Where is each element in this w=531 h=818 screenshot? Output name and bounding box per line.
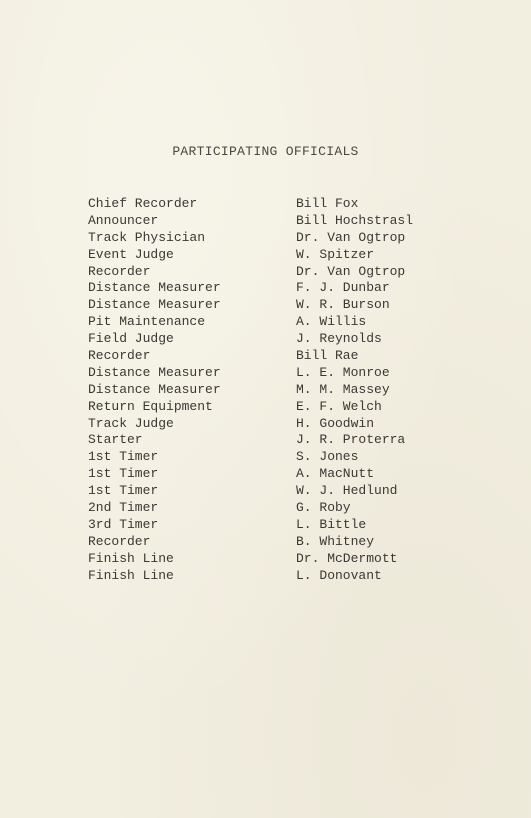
- official-name: Bill Rae: [296, 348, 359, 364]
- official-row: [88, 483, 448, 500]
- official-row: [88, 517, 448, 534]
- official-role: Track Physician: [88, 229, 206, 245]
- official-role: Finish Line: [88, 550, 174, 566]
- official-row: [88, 297, 448, 314]
- official-name: Dr. McDermott: [296, 550, 398, 566]
- official-row: [88, 213, 448, 230]
- official-name: G. Roby: [296, 500, 351, 516]
- official-row: [88, 534, 448, 551]
- official-name: M. M. Massey: [296, 381, 390, 397]
- official-row: [88, 196, 448, 213]
- official-role: Return Equipment: [88, 398, 213, 414]
- official-row: [88, 416, 448, 433]
- official-name: B. Whitney: [296, 533, 375, 549]
- official-row: [88, 432, 448, 449]
- official-row: [88, 264, 448, 281]
- official-row: [88, 399, 448, 416]
- official-role: Distance Measurer: [88, 280, 221, 296]
- official-role: Recorder: [88, 263, 151, 279]
- official-row: [88, 247, 448, 264]
- official-row: [88, 568, 448, 585]
- official-name: Dr. Van Ogtrop: [296, 263, 406, 279]
- official-role: 3rd Timer: [88, 516, 159, 532]
- official-role: Track Judge: [88, 415, 174, 431]
- official-row: [88, 551, 448, 568]
- official-role: 1st Timer: [88, 449, 159, 465]
- official-role: Distance Measurer: [88, 381, 221, 397]
- official-row: [88, 449, 448, 466]
- official-row: [88, 230, 448, 247]
- official-row: [88, 314, 448, 331]
- official-row: [88, 466, 448, 483]
- official-role: 1st Timer: [88, 466, 159, 482]
- official-role: Announcer: [88, 212, 159, 228]
- official-role: 2nd Timer: [88, 500, 159, 516]
- official-name: E. F. Welch: [296, 398, 382, 414]
- official-row: [88, 280, 448, 297]
- official-role: 1st Timer: [88, 483, 159, 499]
- official-name: Bill Hochstrasl: [296, 212, 414, 228]
- page-title: PARTICIPATING OFFICIALS: [172, 144, 359, 159]
- official-name: L. E. Monroe: [296, 364, 390, 380]
- official-name: S. Jones: [296, 449, 359, 465]
- official-role: Pit Maintenance: [88, 314, 206, 330]
- official-name: H. Goodwin: [296, 415, 375, 431]
- official-role: Distance Measurer: [88, 297, 221, 313]
- official-name: W. R. Burson: [296, 297, 390, 313]
- official-row: [88, 500, 448, 517]
- official-name: Dr. Van Ogtrop: [296, 229, 406, 245]
- official-name: J. R. Proterra: [296, 432, 406, 448]
- official-name: J. Reynolds: [296, 331, 382, 347]
- official-row: [88, 365, 448, 382]
- official-name: A. Willis: [296, 314, 367, 330]
- official-name: W. Spitzer: [296, 246, 375, 262]
- official-name: F. J. Dunbar: [296, 280, 390, 296]
- official-role: Event Judge: [88, 246, 174, 262]
- official-row: [88, 331, 448, 348]
- official-name: L. Donovant: [296, 567, 382, 583]
- official-row: [88, 348, 448, 365]
- official-role: Distance Measurer: [88, 364, 221, 380]
- official-role: Field Judge: [88, 331, 174, 347]
- official-role: Recorder: [88, 348, 151, 364]
- official-name: Bill Fox: [296, 196, 359, 211]
- official-role: Finish Line: [88, 567, 174, 583]
- official-role: Recorder: [88, 533, 151, 549]
- official-name: W. J. Hedlund: [296, 483, 398, 499]
- official-name: A. MacNutt: [296, 466, 375, 482]
- official-role: Chief Recorder: [88, 196, 198, 211]
- official-name: L. Bittle: [296, 516, 367, 532]
- officials-list: [88, 196, 448, 584]
- official-role: Starter: [88, 432, 143, 448]
- official-row: [88, 382, 448, 399]
